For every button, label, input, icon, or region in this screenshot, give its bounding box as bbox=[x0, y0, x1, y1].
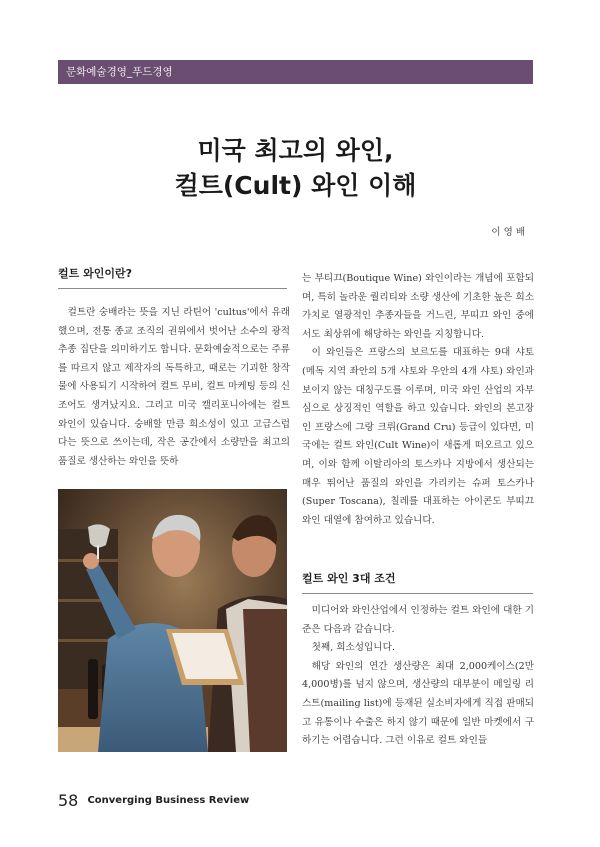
right-column-text-bottom bbox=[302, 602, 534, 751]
right-paragraph-4: 첫째, 희소성입니다. bbox=[311, 642, 395, 654]
left-paragraph-1: 컬트란 숭배라는 뜻을 지닌 라틴어 'cultus'에서 유래했으며, 전통 종교 조직의 권위에서 벗어난 소수의 광적 추종 집단을 의미하기도 합니다. 문화예술적으로는 주류를 따르지 않고 제작자의 독특하고, 때로는 기괴한 창작물에 사용되기 시작하여 컬트 무비, 컬트 마케팅 등의 신조어도 생겨났지요. 그리고 미국 캘리포니아에는 컬트 와인이 있습니다. 숭배할 만큼 희소성이 있고 고급스럽다는 뜻으로 쓰이는데, 작은 공간에서 소량만을 최고의 품질로 생산하는 와인을 뜻하 bbox=[58, 307, 290, 467]
section-heading-what-is-cult-wine: 컬트 와인이란? bbox=[58, 267, 132, 280]
article-title bbox=[58, 133, 533, 203]
right-paragraph-2: 이 와인들은 프랑스의 보르도를 대표하는 9대 샤토(메독 지역 좌안의 5개 샤토와 우안의 4개 샤토) 와인과 보이지 않는 대칭구도를 이루며, 미국 와인 산업의 자부심으로 상징적인 역할을 하고 있습니다. 와인의 본고장인 프랑스에 그랑 크뤼(Grand Cru) 등급이 있다면, 미국에는 컬트 와인(Cult Wine)이 새롭게 떠오르고 있으며, 이와 함께 이탈리아의 토스카나 지방에서 생산되는 매우 뛰어난 품질의 와인을 가리키는 슈퍼 토스카나(Super Toscana), 칠레를 대표하는 아이콘도 부띠끄 와인 대열에 참여하고 있습니다. bbox=[302, 347, 534, 526]
wine-tasting-photo bbox=[58, 489, 287, 752]
right-paragraph-1: 는 부티끄(Boutique Wine) 와인이라는 개념에 포함되며, 특히 놀라운 퀄리티와 소량 생산에 기초한 높은 희소가치로 열광적인 추종자들을 거느린, 부띠끄 와인 중에서도 최상위에 해당하는 와인을 지칭합니다. bbox=[302, 273, 534, 340]
title-line-2: 컬트(Cult) 와인 이해 bbox=[174, 171, 417, 200]
section-heading-three-conditions: 컬트 와인 3대 조건 bbox=[302, 572, 396, 585]
heading-rule-left bbox=[58, 288, 287, 289]
author-name: 이 영 배 bbox=[491, 227, 525, 238]
section-banner bbox=[58, 60, 533, 84]
left-column-text bbox=[58, 304, 290, 471]
page-number: 58 bbox=[58, 791, 79, 810]
title-line-1: 미국 최고의 와인, bbox=[197, 136, 394, 165]
page-footer bbox=[58, 790, 249, 810]
right-column-text-top bbox=[302, 270, 534, 530]
heading-rule-right bbox=[302, 593, 533, 594]
section-label: 문화예술경영_푸드경영 bbox=[66, 66, 173, 78]
right-paragraph-5: 해당 와인의 연간 생산량은 최대 2,000케이스(2만 4,000병)를 넘지 않으며, 생산량의 대부분이 메일링 리스트(mailing list)에 등재된 실소비자에게 직접 판매되고 유통이나 수출은 하지 않기 때문에 일반 마켓에서 구하기는 어렵습니다. 그런 이유로 컬트 와인들 bbox=[302, 660, 534, 747]
journal-name: Converging Business Review bbox=[87, 795, 250, 806]
right-paragraph-3: 미디어와 와인산업에서 인정하는 컬트 와인에 대한 기준은 다음과 같습니다. bbox=[302, 605, 534, 635]
